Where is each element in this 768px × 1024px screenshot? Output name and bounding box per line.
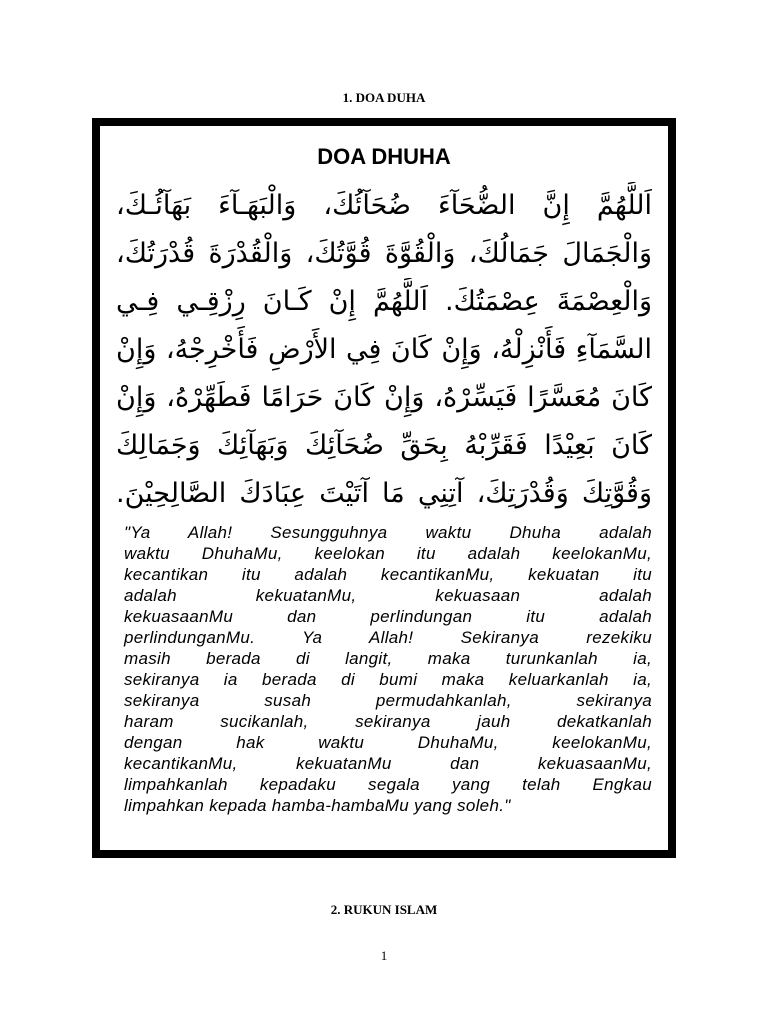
translation-line: kekuasaanMu dan perlindungan itu adalah xyxy=(124,607,652,626)
section-heading-doa-duha: 1. DOA DUHA xyxy=(342,90,426,105)
doa-title: DOA DHUHA xyxy=(317,144,451,169)
section-heading-rukun-islam: 2. RUKUN ISLAM xyxy=(330,902,438,917)
arabic-line: اَللَّهُمَّ إِنَّ الضُّحَآءَ ضُحَآئُكَ، وَالْبَهَـآءَ بَهَآئُـكَ، xyxy=(116,190,652,221)
arabic-line: كَانَ مُعَسَّرًا فَيَسِّرْهُ، وَإِنْ كَانَ حَرَامًا فَطَهِّرْهُ، وَإِنْ xyxy=(116,382,652,413)
arabic-line: السَّمَآءِ فَأَنْزِلْهُ، وَإِنْ كَانَ فِي الأَرْضِ فَأَخْرِجْهُ، وَإِنْ xyxy=(116,334,652,365)
arabic-line: وَقُوَّتِكَ وَقُدْرَتِكَ، آتِنِي مَا آتَيْتَ عِبَادَكَ الصَّالِحِيْنَ. xyxy=(116,478,652,509)
arabic-text-block xyxy=(116,182,652,518)
arabic-line: كَانَ بَعِيْدًا فَقَرِّبْهُ بِحَقِّ ضُحَآئِكَ وَبَهَآئِكَ وَجَمَالِكَ xyxy=(116,430,652,461)
arabic-line: وَالْعِصْمَةَ عِصْمَتُكَ. اَللَّهُمَّ إِنْ كَـانَ رِزْقِـي فِـي xyxy=(116,286,652,317)
translation-line: haram sucikanlah, sekiranya jauh dekatkanlah xyxy=(124,712,652,731)
translation-line: sekiranya ia berada di bumi maka keluarkanlah ia, xyxy=(124,670,652,689)
translation-line: adalah kekuatanMu, kekuasaan adalah xyxy=(124,586,652,605)
translation-line: sekiranya susah permudahkanlah, sekiranya xyxy=(124,691,652,710)
translation-line: dengan hak waktu DhuhaMu, keelokanMu, xyxy=(124,733,652,752)
doa-dhuha-image-box xyxy=(92,118,676,858)
translation-line: perlindunganMu. Ya Allah! Sekiranya rezekiku xyxy=(124,628,652,647)
translation-line: limpahkanlah kepadaku segala yang telah Engkau xyxy=(124,775,652,794)
translation-line: kecantikan itu adalah kecantikanMu, kekuatan itu xyxy=(124,565,652,584)
translation-line: "Ya Allah! Sesungguhnya waktu Dhuha adalah xyxy=(124,523,652,542)
translation-line: masih berada di langit, maka turunkanlah ia, xyxy=(124,649,652,668)
arabic-line: وَالْجَمَالَ جَمَالُكَ، وَالْقُوَّةَ قُوَّتُكَ، وَالْقُدْرَةَ قُدْرَتُكَ، xyxy=(116,238,652,269)
translation-line: kecantikanMu, kekuatanMu dan kekuasaanMu, xyxy=(124,754,652,773)
translation-line: limpahkan kepada hamba-hambaMu yang soleh." xyxy=(124,796,511,815)
translation-line: waktu DhuhaMu, keelokan itu adalah keelokanMu, xyxy=(124,544,652,563)
page-number: 1 xyxy=(380,948,388,963)
translation-text-block xyxy=(124,522,652,816)
